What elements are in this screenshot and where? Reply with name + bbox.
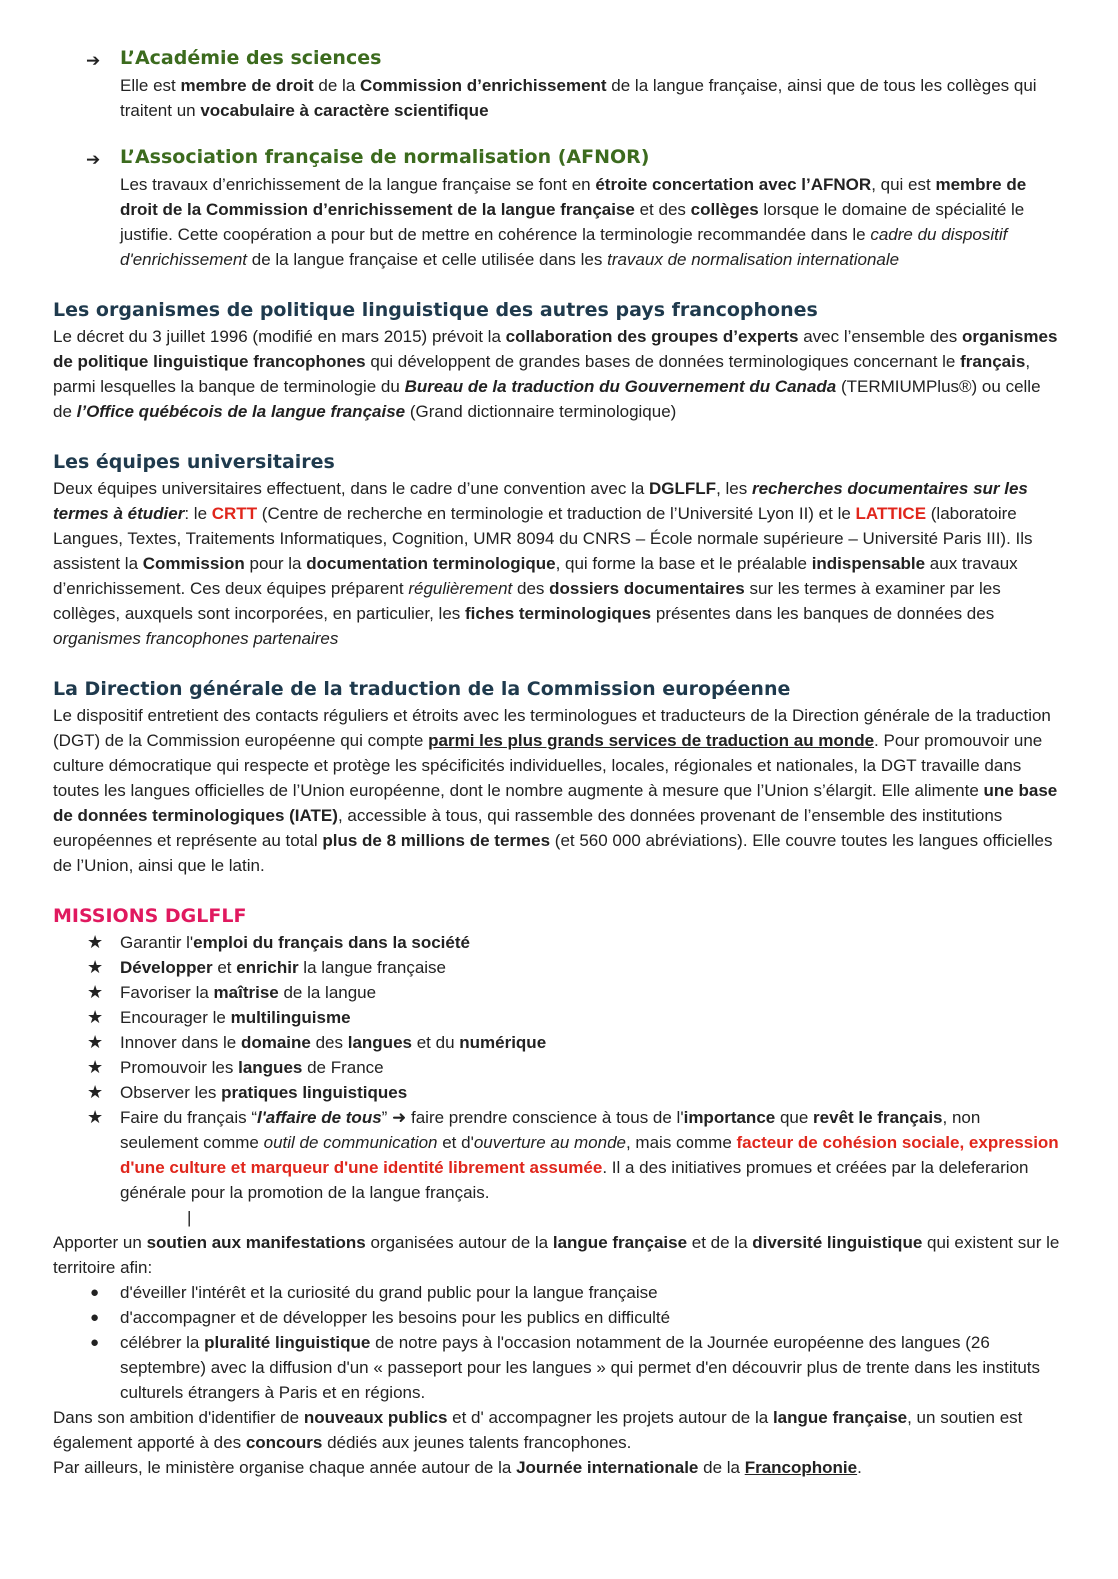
text-run-bold: pluralité linguistique — [204, 1333, 371, 1352]
text-run: (et 560 000 abréviations). Elle couvre toutes les langues officielles de l’Union, ainsi que le latin. — [53, 831, 1053, 875]
list-item — [53, 1280, 1063, 1305]
text-run: : le — [184, 504, 212, 523]
text-run: Le dispositif entretient des contacts réguliers et étroits avec les terminologues et traducteurs de la Direction générale de la traduction (DGT) de la Commission européenne qui compte — [53, 706, 1051, 750]
mission-item — [53, 1005, 1063, 1030]
text-run: pour la — [244, 554, 307, 573]
afnor-title: L’Association française de normalisation (AFNOR) — [120, 146, 650, 168]
text-run: Par ailleurs, le ministère organise chaque année autour de la — [53, 1458, 517, 1477]
text-run-bold: importance — [683, 1108, 776, 1127]
text-run: lorsque le domaine de spécialité le justifie. Cette coopération a pour but de mettre en cohérence la terminologie recommandée dans le — [120, 200, 1025, 244]
text-run-italic: travaux de normalisation internationale — [607, 250, 900, 269]
text-run: , non seulement comme — [120, 1108, 981, 1152]
text-run: aux travaux d’enrichissement. Ces deux équipes préparent — [53, 554, 1018, 598]
academie-paragraph — [120, 73, 1063, 123]
text-run: , accessible à tous, qui rassemble des données provenant de l’ensemble des institutions européennes et représente au total — [53, 806, 1003, 850]
text-run-bold: fiches terminologiques — [465, 604, 652, 623]
mission-item — [53, 1105, 1063, 1205]
mission-item — [53, 1030, 1063, 1055]
text-run: (laboratoire Langues, Textes, Traitements Informatiques, Cognition, UMR 8094 du CNRS – École normale supérieure – Université Paris III). Ils assistent la — [53, 504, 1033, 573]
text-run-bold: étroite concertation avec l’AFNOR — [595, 175, 872, 194]
text-run: Promouvoir les — [120, 1058, 239, 1077]
text-run-bold: pratiques linguistiques — [221, 1083, 408, 1102]
arrow-icon: ➔ — [86, 150, 101, 169]
mission-item — [53, 930, 1063, 955]
text-run: et du — [411, 1033, 460, 1052]
text-run: (Grand dictionnaire terminologique) — [405, 402, 677, 421]
dgt-paragraph — [53, 703, 1063, 878]
text-run: . — [857, 1458, 862, 1477]
text-run-italic: ouverture au monde — [473, 1133, 626, 1152]
star-icon: ★ — [87, 1082, 104, 1102]
star-icon: ★ — [87, 1057, 104, 1077]
mission-item — [53, 955, 1063, 980]
text-run-bold: langue française — [552, 1233, 688, 1252]
star-icon: ★ — [87, 1032, 104, 1052]
text-run: , mais comme — [625, 1133, 737, 1152]
text-run-bold: français — [960, 352, 1026, 371]
text-run: Dans son ambition d'identifier de — [53, 1408, 304, 1427]
text-run-bold: une base de données terminologiques (IATE) — [53, 781, 1058, 825]
text-run: , qui forme la base et le préalable — [555, 554, 812, 573]
star-icon: ★ — [87, 1107, 104, 1127]
academie-item — [53, 44, 1063, 123]
equipes-heading: Les équipes universitaires — [53, 451, 335, 473]
organismes-heading: Les organismes de politique linguistique des autres pays francophones — [53, 299, 818, 321]
text-run-bold: vocabulaire à caractère scientifique — [200, 101, 489, 120]
afnor-item — [53, 143, 1063, 272]
text-run: avec l’ensemble des — [798, 327, 962, 346]
bullet-icon: ● — [90, 1334, 100, 1351]
text-run-bold: DGLFLF — [649, 479, 717, 498]
text-run-bold: emploi du français dans la société — [193, 933, 470, 952]
soutien-intro — [53, 1230, 1063, 1280]
text-run: Innover dans le — [120, 1033, 241, 1052]
text-run: de la langue française et celle utilisée dans les — [247, 250, 608, 269]
text-run-bold: diversité linguistique — [752, 1233, 923, 1252]
text-run: ” ➜ faire prendre conscience à tous de l' — [381, 1108, 684, 1127]
dgt-heading: La Direction générale de la traduction de la Commission européenne — [53, 678, 791, 700]
text-run: Observer les — [120, 1083, 222, 1102]
text-run: Les travaux d’enrichissement de la langue française se font en — [120, 175, 596, 194]
text-run: dédiés aux jeunes talents francophones. — [322, 1433, 632, 1452]
text-run-bold: langues — [238, 1058, 303, 1077]
text-run-bold-italic: l'affaire de tous — [257, 1108, 382, 1127]
text-run-bold: Développer — [120, 958, 213, 977]
mission-item — [53, 1055, 1063, 1080]
text-run: Faire du français “ — [120, 1108, 257, 1127]
text-run: , parmi lesquelles la banque de terminologie du — [53, 352, 1031, 396]
francophonie-link: Francophonie — [744, 1458, 858, 1477]
text-run: la langue française — [298, 958, 447, 977]
star-icon: ★ — [87, 957, 104, 977]
text-run: , les — [716, 479, 752, 498]
text-run-italic: régulièrement — [408, 579, 513, 598]
text-run-red: facteur de cohésion sociale, expression d'une culture et marqueur d'une identité librement assumée — [120, 1133, 1059, 1177]
text-run: et d' — [437, 1133, 474, 1152]
text-run-bold: membre de droit de la Commission d’enrichissement de la langue française — [120, 175, 1027, 219]
text-run-italic: organismes francophones partenaires — [53, 629, 339, 648]
crtt-label: CRTT — [211, 504, 258, 523]
text-run-bold: numérique — [459, 1033, 547, 1052]
list-item — [53, 1330, 1063, 1405]
text-run: qui existent sur le territoire afin: — [53, 1233, 1060, 1277]
soutien-paragraph-3 — [53, 1455, 1063, 1480]
text-run: Favoriser la — [120, 983, 214, 1002]
text-run: Elle est — [120, 76, 181, 95]
text-run: d'accompagner et de développer les besoins pour les publics en difficulté — [120, 1308, 671, 1327]
mission-item — [53, 980, 1063, 1005]
text-run: Encourager le — [120, 1008, 231, 1027]
text-run-bold-italic: Bureau de la traduction du Gouvernement du Canada — [404, 377, 837, 396]
text-run-bold: nouveaux publics — [303, 1408, 448, 1427]
text-run-bold: concours — [245, 1433, 323, 1452]
text-run: , qui est — [871, 175, 936, 194]
text-run: . Pour promouvoir une culture démocratique qui respecte et protège les spécificités individuelles, locales, régionales et nationales, la DGT travaille dans toutes les langues officielles de l’Union européenne, dont le nombre augmente à mesure que l’Union s’élargit. Elle alimente — [53, 731, 1043, 800]
text-run-bold: Commission — [142, 554, 245, 573]
text-run-bold-underline: parmi les plus grands services de traduction au monde — [428, 731, 875, 750]
text-run-italic: cadre du dispositif d'enrichissement — [120, 225, 1008, 269]
star-icon: ★ — [87, 1007, 104, 1027]
text-run-bold-italic: recherches documentaires sur les termes à étudier — [53, 479, 1028, 523]
text-run: (TERMIUMPlus®) ou celle de — [53, 377, 1041, 421]
organismes-paragraph — [53, 324, 1063, 424]
equipes-paragraph — [53, 476, 1063, 651]
text-run-bold: indispensable — [811, 554, 926, 573]
text-run: . Il a des initiatives promues et créées par la deleferarion générale pour la promotion de la langue français. — [120, 1158, 1029, 1202]
mission-item — [53, 1080, 1063, 1105]
text-run: présentes dans les banques de données des — [651, 604, 995, 623]
text-run: des — [310, 1033, 348, 1052]
text-cursor: | — [187, 1208, 192, 1227]
text-run: que — [775, 1108, 814, 1127]
text-run-bold: dossiers documentaires — [549, 579, 745, 598]
text-run-bold: Commission d’enrichissement — [360, 76, 607, 95]
text-run-bold-italic: l’Office québécois de la langue française — [76, 402, 406, 421]
text-run: de notre pays à l'occasion notamment de la Journée européenne des langues (26 septembre) avec la diffusion d'un « passeport pour les langues » qui permet d'en découvrir plus de trente dans les instituts culturels étrangers à Paris et en régions. — [120, 1333, 1040, 1402]
text-run: et des — [634, 200, 691, 219]
text-run: , un soutien est également apporté à des — [53, 1408, 1023, 1452]
document-content — [53, 44, 1063, 1480]
text-run: célébrer la — [120, 1333, 205, 1352]
text-run-bold: Journée internationale — [516, 1458, 699, 1477]
text-run-bold: multilinguisme — [230, 1008, 351, 1027]
text-run-bold: langue française — [772, 1408, 908, 1427]
text-run-bold: soutien aux manifestations — [146, 1233, 366, 1252]
text-run-bold: langues — [347, 1033, 412, 1052]
text-run-bold: organismes de politique linguistique francophones — [53, 327, 1058, 371]
list-item — [53, 1305, 1063, 1330]
text-run-bold: enrichir — [236, 958, 299, 977]
text-run-italic: outil de communication — [263, 1133, 438, 1152]
text-run-bold: membre de droit — [180, 76, 314, 95]
text-run: Apporter un — [53, 1233, 147, 1252]
text-run: Deux équipes universitaires effectuent, dans le cadre d’une convention avec la — [53, 479, 650, 498]
star-icon: ★ — [87, 932, 104, 952]
academie-title: L’Académie des sciences — [120, 47, 382, 69]
text-run: de la langue — [278, 983, 377, 1002]
text-run: (Centre de recherche en terminologie et traduction de l’Université Lyon II) et le — [257, 504, 856, 523]
arrow-icon: ➔ — [86, 51, 101, 70]
text-run-bold: revêt le français — [813, 1108, 943, 1127]
text-run: de France — [302, 1058, 384, 1077]
bullet-icon: ● — [90, 1309, 100, 1326]
text-run: de la langue française, ainsi que de tous les collèges qui traitent un — [120, 76, 1037, 120]
soutien-list — [53, 1280, 1063, 1405]
text-run: de la — [698, 1458, 745, 1477]
text-run: et d' accompagner les projets autour de la — [447, 1408, 773, 1427]
text-run-bold: maîtrise — [213, 983, 279, 1002]
afnor-paragraph — [120, 172, 1063, 272]
lattice-label: LATTICE — [855, 504, 927, 523]
text-run-bold: domaine — [240, 1033, 311, 1052]
missions-list — [53, 930, 1063, 1205]
text-run: sur les termes à examiner par les collèges, auxquels sont incorporées, en particulier, les — [53, 579, 1001, 623]
bullet-icon: ● — [90, 1284, 100, 1301]
missions-heading: MISSIONS DGLFLF — [53, 905, 247, 927]
text-run: d'éveiller l'intérêt et la curiosité du grand public pour la langue française — [120, 1283, 658, 1302]
soutien-paragraph-2 — [53, 1405, 1063, 1455]
text-run-bold: collaboration des groupes d’experts — [505, 327, 799, 346]
star-icon: ★ — [87, 982, 104, 1002]
text-run-bold: collèges — [690, 200, 759, 219]
text-run: des — [512, 579, 550, 598]
text-run: de la — [313, 76, 360, 95]
text-run: et de la — [687, 1233, 753, 1252]
text-run: qui développent de grandes bases de données terminologiques concernant le — [365, 352, 961, 371]
text-run: Garantir l' — [120, 933, 194, 952]
text-run: organisées autour de la — [365, 1233, 553, 1252]
text-run: et — [212, 958, 237, 977]
text-run: Le décret du 3 juillet 1996 (modifié en mars 2015) prévoit la — [53, 327, 506, 346]
text-run-bold: plus de 8 millions de termes — [322, 831, 551, 850]
text-run-bold: documentation terminologique — [306, 554, 556, 573]
